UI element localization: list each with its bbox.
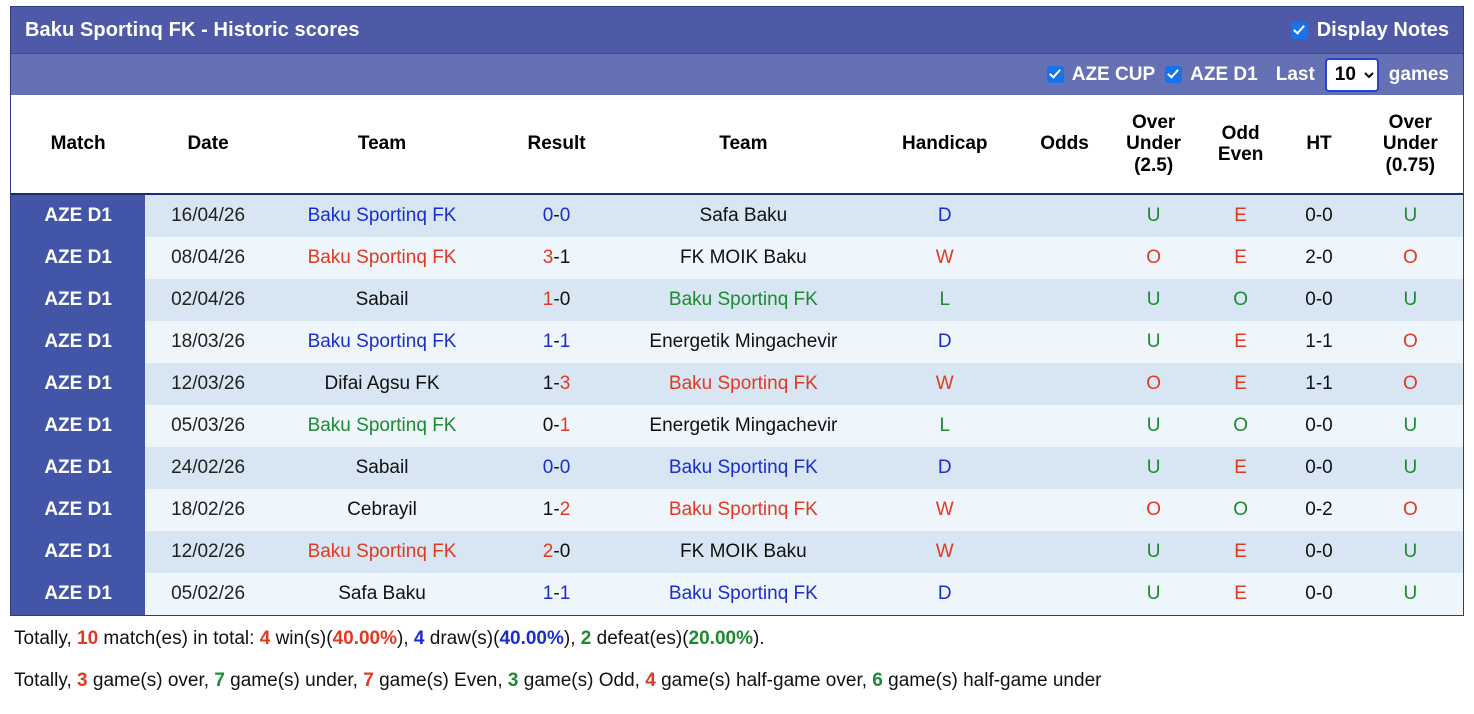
filter-aze-d1[interactable] xyxy=(1165,64,1258,86)
summary-win-pct: 40.00% xyxy=(332,628,398,649)
summary-draw-pct: 40.00% xyxy=(499,628,564,649)
summary-half-under-count: 6 xyxy=(872,669,883,691)
cell-competition: AZE D1 xyxy=(11,237,145,279)
display-notes-toggle[interactable] xyxy=(1291,19,1449,42)
cell-ht: 1-1 xyxy=(1280,321,1357,363)
score-separator: - xyxy=(553,331,560,352)
cell-odds xyxy=(1023,489,1107,531)
cell-away-team[interactable]: Baku Sportinq FK xyxy=(620,573,867,615)
score-separator: - xyxy=(553,583,560,604)
cell-competition: AZE D1 xyxy=(11,489,145,531)
col-handicap: Handicap xyxy=(867,95,1023,194)
cell-date: 08/04/26 xyxy=(145,237,271,279)
score-home: 1 xyxy=(542,583,554,604)
cell-odd-even: O xyxy=(1201,279,1280,321)
score-away: 3 xyxy=(559,373,571,394)
cell-odd-even: E xyxy=(1201,447,1280,489)
cell-home-team[interactable]: Sabail xyxy=(271,447,493,489)
cell-handicap: W xyxy=(867,489,1023,531)
col-ou25-line2: Under xyxy=(1126,133,1182,155)
cell-home-team[interactable]: Cebrayil xyxy=(271,489,493,531)
col-over-under-075 xyxy=(1358,95,1463,194)
cell-result xyxy=(493,321,620,363)
cell-over-under-25: U xyxy=(1106,405,1201,447)
cell-away-team[interactable]: Baku Sportinq FK xyxy=(620,279,867,321)
col-ou25-line1: Over xyxy=(1131,112,1176,134)
page-title: Baku Sportinq FK - Historic scores xyxy=(25,18,360,41)
cell-ht: 0-0 xyxy=(1280,447,1357,489)
aze-d1-checkbox[interactable] xyxy=(1165,66,1182,83)
cell-over-under-25: U xyxy=(1106,573,1201,615)
cell-ht: 1-1 xyxy=(1280,363,1357,405)
cell-handicap: D xyxy=(867,194,1023,237)
cell-competition: AZE D1 xyxy=(11,321,145,363)
summary-line-1 xyxy=(14,626,1460,652)
cell-date: 24/02/26 xyxy=(145,447,271,489)
summary-l1-prefix: Totally, xyxy=(14,628,78,649)
col-home-team: Team xyxy=(271,95,493,194)
scores-panel xyxy=(10,6,1464,616)
cell-home-team[interactable]: Safa Baku xyxy=(271,573,493,615)
col-ou25-line3: (2.5) xyxy=(1134,154,1174,176)
cell-away-team[interactable]: Energetik Mingachevir xyxy=(620,321,867,363)
last-label: Last xyxy=(1275,63,1315,85)
cell-result xyxy=(493,237,620,279)
col-match: Match xyxy=(11,95,145,194)
cell-odds xyxy=(1023,573,1107,615)
cell-odd-even: O xyxy=(1201,405,1280,447)
games-count-select[interactable] xyxy=(1325,58,1379,92)
cell-odd-even: E xyxy=(1201,237,1280,279)
summary-l2-mid3: game(s) Even, xyxy=(373,669,508,691)
col-result: Result xyxy=(493,95,620,194)
cell-over-under-25: O xyxy=(1106,489,1201,531)
table-row[interactable] xyxy=(11,531,1463,573)
summary-under-count: 7 xyxy=(214,669,225,691)
table-header-row xyxy=(11,95,1463,194)
cell-away-team[interactable]: FK MOIK Baku xyxy=(620,237,867,279)
cell-handicap: L xyxy=(867,405,1023,447)
panel-titlebar xyxy=(11,7,1463,53)
cell-competition: AZE D1 xyxy=(11,279,145,321)
cell-ht: 0-0 xyxy=(1280,573,1357,615)
cell-home-team[interactable]: Baku Sportinq FK xyxy=(271,531,493,573)
cell-odd-even: E xyxy=(1201,321,1280,363)
cell-handicap: D xyxy=(867,573,1023,615)
cell-handicap: D xyxy=(867,447,1023,489)
table-row[interactable] xyxy=(11,279,1463,321)
cell-result xyxy=(493,405,620,447)
score-separator: - xyxy=(553,541,560,562)
score-separator: - xyxy=(553,205,560,226)
score-separator: - xyxy=(553,415,560,436)
score-separator: - xyxy=(553,457,560,478)
summary-l1-suffix: ). xyxy=(752,628,765,649)
cell-odds xyxy=(1023,279,1107,321)
summary-l1-mid1: match(es) in total: xyxy=(98,628,260,649)
col-odds: Odds xyxy=(1023,95,1107,194)
cell-odds xyxy=(1023,194,1107,237)
score-away: 2 xyxy=(559,499,571,520)
cell-date: 05/02/26 xyxy=(145,573,271,615)
cell-ht: 0-2 xyxy=(1280,489,1357,531)
cell-over-under-075: U xyxy=(1358,405,1463,447)
table-row[interactable] xyxy=(11,447,1463,489)
summary-section xyxy=(10,616,1464,693)
table-row[interactable] xyxy=(11,363,1463,405)
filter-bar xyxy=(11,53,1463,95)
col-oddeven-line1: Odd xyxy=(1221,122,1260,144)
cell-away-team[interactable]: Energetik Mingachevir xyxy=(620,405,867,447)
cell-away-team[interactable]: Baku Sportinq FK xyxy=(620,363,867,405)
col-ou075-line1: Over xyxy=(1388,112,1432,134)
score-away: 0 xyxy=(559,457,571,478)
cell-odds xyxy=(1023,237,1107,279)
score-home: 3 xyxy=(542,247,554,268)
cell-odds xyxy=(1023,405,1107,447)
cell-date: 18/02/26 xyxy=(145,489,271,531)
cell-handicap: W xyxy=(867,363,1023,405)
cell-competition: AZE D1 xyxy=(11,194,145,237)
cell-result xyxy=(493,489,620,531)
score-home: 0 xyxy=(542,415,554,436)
cell-odd-even: E xyxy=(1201,573,1280,615)
cell-over-under-075: O xyxy=(1358,489,1463,531)
col-ou075-line3: (0.75) xyxy=(1385,154,1436,176)
filter-aze-cup[interactable] xyxy=(1047,64,1155,86)
summary-l2-suffix: game(s) half-game under xyxy=(882,669,1102,691)
cell-home-team[interactable]: Baku Sportinq FK xyxy=(271,321,493,363)
cell-over-under-075: U xyxy=(1358,531,1463,573)
score-home: 1 xyxy=(542,499,554,520)
cell-odd-even: O xyxy=(1201,489,1280,531)
cell-competition: AZE D1 xyxy=(11,531,145,573)
cell-handicap: W xyxy=(867,237,1023,279)
col-away-team: Team xyxy=(620,95,867,194)
cell-date: 12/03/26 xyxy=(145,363,271,405)
cell-competition: AZE D1 xyxy=(11,573,145,615)
cell-result xyxy=(493,573,620,615)
summary-l2-mid5: game(s) half-game over, xyxy=(655,669,873,691)
summary-wins: 4 xyxy=(259,628,271,649)
cell-odd-even: E xyxy=(1201,194,1280,237)
cell-date: 12/02/26 xyxy=(145,531,271,573)
score-away: 0 xyxy=(559,541,571,562)
games-label: games xyxy=(1388,63,1449,85)
cell-odd-even: E xyxy=(1201,363,1280,405)
cell-ht: 0-0 xyxy=(1280,531,1357,573)
cell-ht: 0-0 xyxy=(1280,405,1357,447)
cell-date: 16/04/26 xyxy=(145,194,271,237)
summary-l2-prefix: Totally, xyxy=(14,669,78,691)
cell-home-team[interactable]: Baku Sportinq FK xyxy=(271,405,493,447)
table-row[interactable] xyxy=(11,237,1463,279)
score-separator: - xyxy=(553,289,560,310)
display-notes-checkbox[interactable] xyxy=(1291,22,1308,39)
score-home: 2 xyxy=(542,541,554,562)
score-home: 0 xyxy=(542,457,554,478)
cell-result xyxy=(493,447,620,489)
score-home: 1 xyxy=(542,289,554,310)
score-away: 0 xyxy=(559,289,571,310)
display-notes-label: Display Notes xyxy=(1316,18,1449,41)
cell-away-team[interactable]: Safa Baku xyxy=(620,194,867,237)
cell-date: 02/04/26 xyxy=(145,279,271,321)
score-away: 1 xyxy=(559,331,571,352)
cell-over-under-25: U xyxy=(1106,279,1201,321)
score-home: 0 xyxy=(542,205,554,226)
cell-date: 05/03/26 xyxy=(145,405,271,447)
cell-away-team[interactable]: Baku Sportinq FK xyxy=(620,447,867,489)
summary-l1-mid4: draw(s)( xyxy=(424,628,500,649)
cell-over-under-075: U xyxy=(1358,279,1463,321)
cell-odds xyxy=(1023,321,1107,363)
summary-even-count: 7 xyxy=(363,669,374,691)
summary-l2-mid4: game(s) Odd, xyxy=(518,669,646,691)
table-row[interactable] xyxy=(11,573,1463,615)
summary-draws: 4 xyxy=(413,628,425,649)
cell-odd-even: E xyxy=(1201,531,1280,573)
cell-ht: 2-0 xyxy=(1280,237,1357,279)
summary-odd-count: 3 xyxy=(507,669,519,691)
cell-over-under-075: O xyxy=(1358,321,1463,363)
cell-competition: AZE D1 xyxy=(11,447,145,489)
score-separator: - xyxy=(553,499,560,520)
cell-result xyxy=(493,531,620,573)
summary-l2-mid1: game(s) over, xyxy=(87,669,215,691)
score-away: 0 xyxy=(559,205,571,226)
cell-over-under-25: O xyxy=(1106,363,1201,405)
aze-d1-label: AZE D1 xyxy=(1190,63,1258,85)
summary-l1-mid5: ), xyxy=(563,628,581,649)
cell-competition: AZE D1 xyxy=(11,363,145,405)
cell-over-under-25: U xyxy=(1106,531,1201,573)
cell-home-team[interactable]: Sabail xyxy=(271,279,493,321)
cell-home-team[interactable]: Baku Sportinq FK xyxy=(271,237,493,279)
cell-over-under-25: U xyxy=(1106,321,1201,363)
summary-total-matches: 10 xyxy=(77,628,99,649)
score-home: 1 xyxy=(542,373,554,394)
score-away: 1 xyxy=(559,247,571,268)
cell-over-under-075: U xyxy=(1358,194,1463,237)
cell-over-under-25: U xyxy=(1106,447,1201,489)
table-row[interactable] xyxy=(11,321,1463,363)
cell-home-team[interactable]: Baku Sportinq FK xyxy=(271,194,493,237)
score-home: 1 xyxy=(542,331,554,352)
cell-handicap: L xyxy=(867,279,1023,321)
score-separator: - xyxy=(553,373,560,394)
cell-over-under-075: U xyxy=(1358,573,1463,615)
cell-date: 18/03/26 xyxy=(145,321,271,363)
cell-competition: AZE D1 xyxy=(11,405,145,447)
summary-l1-mid6: defeat(es)( xyxy=(591,628,689,649)
summary-l1-mid2: win(s)( xyxy=(270,628,333,649)
cell-handicap: D xyxy=(867,321,1023,363)
cell-home-team[interactable]: Difai Agsu FK xyxy=(271,363,493,405)
summary-defeats: 2 xyxy=(580,628,592,649)
cell-ht: 0-0 xyxy=(1280,194,1357,237)
cell-over-under-25: O xyxy=(1106,237,1201,279)
col-odd-even xyxy=(1201,95,1280,194)
col-date: Date xyxy=(145,95,271,194)
aze-cup-label: AZE CUP xyxy=(1071,63,1156,85)
aze-cup-checkbox[interactable] xyxy=(1047,66,1064,83)
cell-away-team[interactable]: Baku Sportinq FK xyxy=(620,489,867,531)
summary-l1-mid3: ), xyxy=(397,628,414,649)
cell-over-under-075: O xyxy=(1358,237,1463,279)
summary-defeat-pct: 20.00% xyxy=(688,628,753,649)
cell-odds xyxy=(1023,531,1107,573)
summary-half-over-count: 4 xyxy=(645,669,656,691)
summary-l2-mid2: game(s) under, xyxy=(224,669,364,691)
cell-over-under-075: O xyxy=(1358,363,1463,405)
cell-odds xyxy=(1023,447,1107,489)
summary-line-2 xyxy=(14,668,1460,694)
cell-away-team[interactable]: FK MOIK Baku xyxy=(620,531,867,573)
cell-odds xyxy=(1023,363,1107,405)
table-row[interactable] xyxy=(11,489,1463,531)
cell-result xyxy=(493,363,620,405)
col-oddeven-line2: Even xyxy=(1217,144,1264,165)
cell-handicap: W xyxy=(867,531,1023,573)
col-ou075-line2: Under xyxy=(1382,133,1438,155)
cell-over-under-25: U xyxy=(1106,194,1201,237)
score-away: 1 xyxy=(559,415,571,436)
summary-over-count: 3 xyxy=(77,669,88,691)
table-body xyxy=(11,194,1463,615)
cell-over-under-075: U xyxy=(1358,447,1463,489)
table-row[interactable] xyxy=(11,405,1463,447)
cell-ht: 0-0 xyxy=(1280,279,1357,321)
cell-result xyxy=(493,279,620,321)
historic-scores-table xyxy=(11,95,1463,615)
table-row[interactable] xyxy=(11,194,1463,237)
score-separator: - xyxy=(553,247,560,268)
col-over-under-25 xyxy=(1106,95,1201,194)
cell-result xyxy=(493,194,620,237)
col-ht: HT xyxy=(1280,95,1357,194)
score-away: 1 xyxy=(559,583,571,604)
